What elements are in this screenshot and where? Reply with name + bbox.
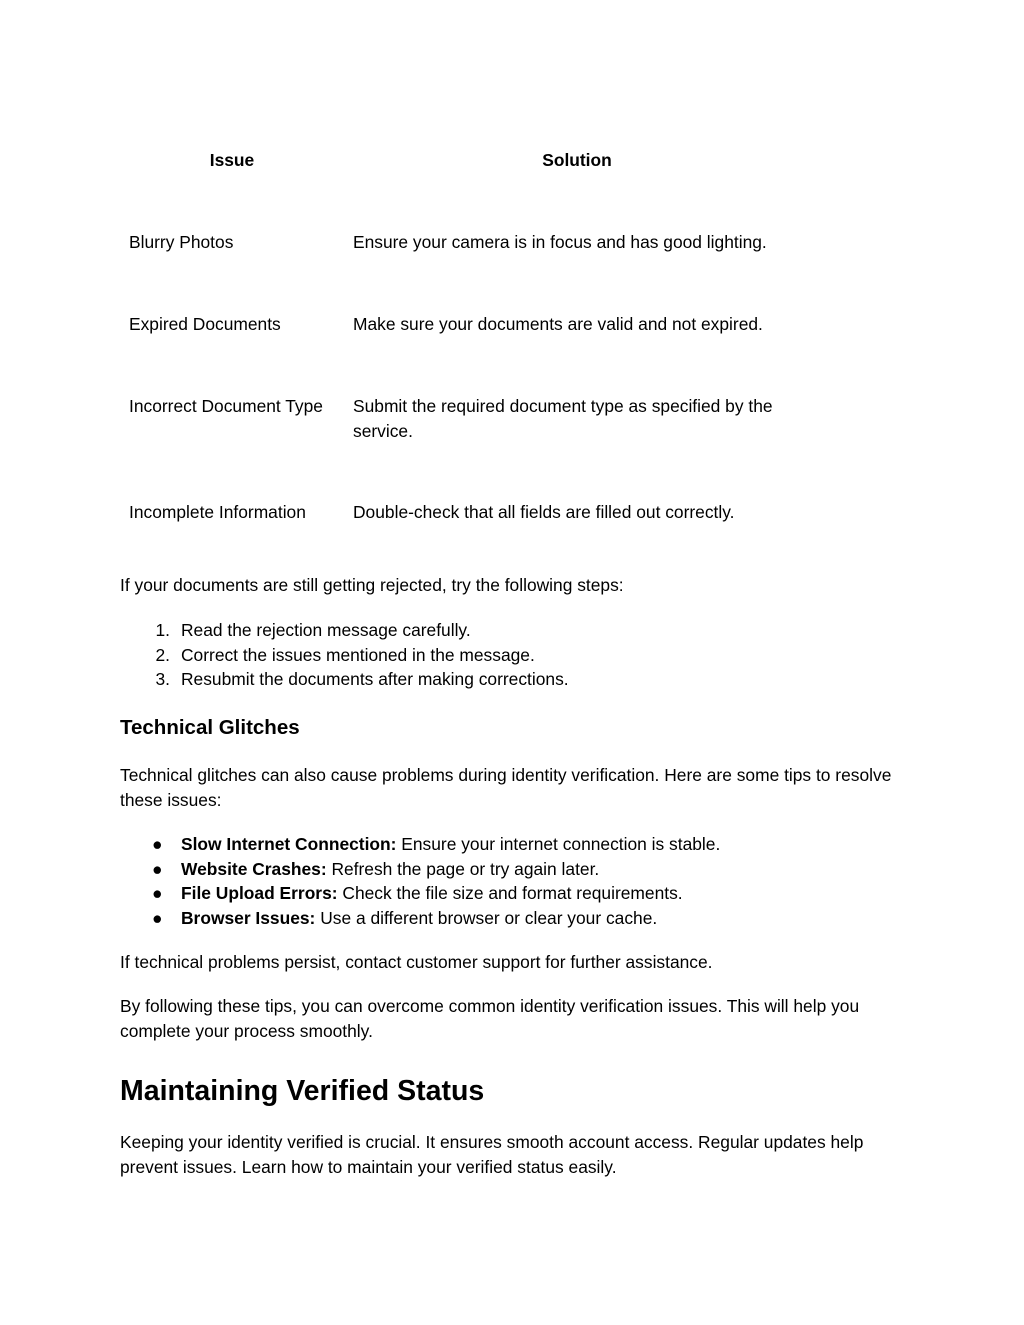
issue-cell: Blurry Photos <box>129 232 234 252</box>
technical-heading: Technical Glitches <box>120 716 300 739</box>
tip-text: Check the file size and format requirements. <box>337 883 683 903</box>
issue-cell: Incorrect Document Type <box>129 396 323 416</box>
issues-table <box>120 140 810 532</box>
list-item <box>120 906 720 931</box>
issue-cell: Incomplete Information <box>129 502 306 522</box>
maintaining-text: Keeping your identity verified is crucial. It ensures smooth account access. Regular updates help prevent issues. Learn how to maintain your verified status easily. <box>120 1132 864 1177</box>
maintaining-heading: Maintaining Verified Status <box>120 1075 485 1107</box>
solution-cell: Double-check that all fields are filled out correctly. <box>353 502 735 522</box>
list-item <box>120 667 569 692</box>
issue-cell: Expired Documents <box>129 314 281 334</box>
bullet-icon: ● <box>152 858 163 879</box>
header-solution: Solution <box>542 149 612 170</box>
closing-text: By following these tips, you can overcome common identity verification issues. This will help you complete your process smoothly. <box>120 996 860 1041</box>
table-row <box>120 344 810 450</box>
table-row <box>120 450 810 532</box>
bullet-icon: ● <box>152 883 163 903</box>
list-item <box>120 881 720 906</box>
table-row <box>120 180 810 262</box>
list-item <box>120 857 720 882</box>
technical-intro: Technical glitches can also cause problems during identity verification. Here are some tips to resolve these issues: <box>120 765 892 810</box>
bullet-icon: ● <box>152 834 163 854</box>
tip-term: Website Crashes: <box>181 858 327 879</box>
tip-text: Refresh the page or try again later. <box>326 858 600 879</box>
step-text: Resubmit the documents after making corrections. <box>181 669 569 689</box>
rejected-intro: If your documents are still getting rejected, try the following steps: <box>120 575 624 595</box>
tip-term: Slow Internet Connection: <box>181 834 397 854</box>
step-number: 1. <box>155 620 170 640</box>
step-number: 3. <box>155 669 170 689</box>
step-text: Correct the issues mentioned in the message. <box>181 644 535 665</box>
solution-cell: Make sure your documents are valid and not expired. <box>353 314 763 334</box>
list-item <box>120 618 569 643</box>
steps-list <box>120 618 569 692</box>
step-number: 2. <box>155 644 170 665</box>
tip-term: Browser Issues: <box>181 907 316 928</box>
list-item <box>120 832 720 857</box>
bullet-icon: ● <box>152 907 163 928</box>
step-text: Read the rejection message carefully. <box>181 620 471 640</box>
tip-term: File Upload Errors: <box>181 883 338 903</box>
list-item <box>120 643 569 668</box>
tip-text: Ensure your internet connection is stable. <box>396 834 721 854</box>
solution-cell: Ensure your camera is in focus and has good lighting. <box>353 232 767 252</box>
table-header-row <box>120 140 810 180</box>
solution-cell: Submit the required document type as specified by the service. <box>353 396 773 441</box>
tip-text: Use a different browser or clear your cache. <box>315 907 658 928</box>
table-row <box>120 262 810 344</box>
persist-text: If technical problems persist, contact customer support for further assistance. <box>120 952 713 972</box>
header-issue: Issue <box>209 149 255 170</box>
tips-list <box>120 832 720 930</box>
